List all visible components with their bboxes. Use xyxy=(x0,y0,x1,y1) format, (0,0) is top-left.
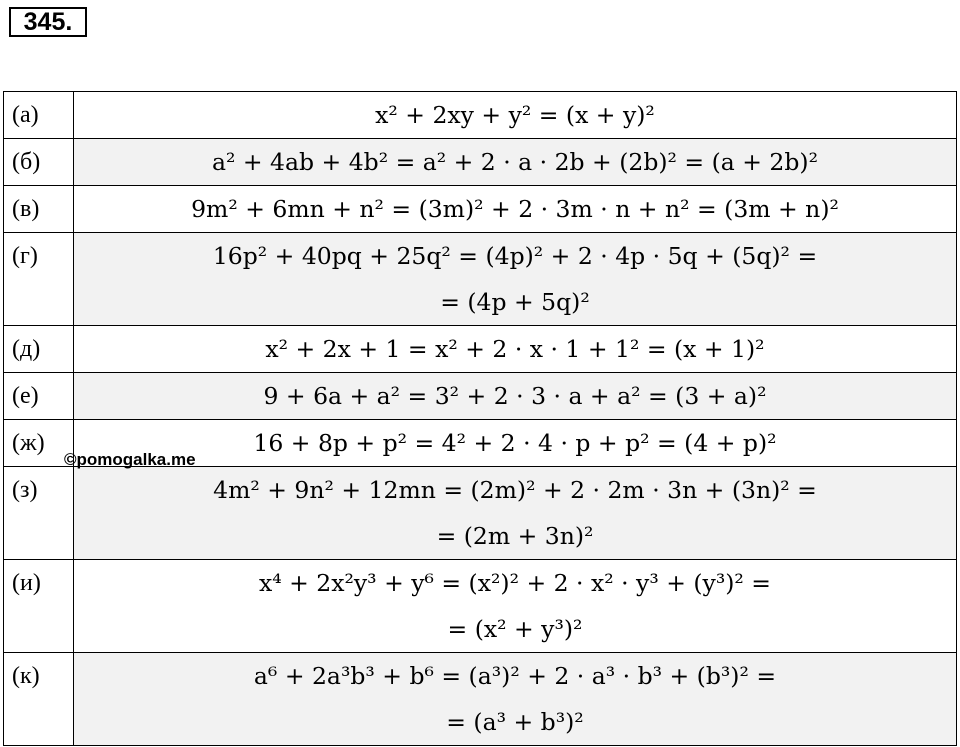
equation-cell xyxy=(74,326,957,373)
table-row xyxy=(4,373,957,420)
equation-cell xyxy=(74,186,957,233)
equation-line: x² + 2x + 1 = x² + 2 · x · 1 + 1² = (x + 1)² xyxy=(265,335,765,363)
equation-line: 16 + 8p + p² = 4² + 2 · 4 · p + p² = (4 + p)² xyxy=(253,429,777,457)
equation-cell xyxy=(74,420,957,467)
row-label: (е) xyxy=(4,373,74,420)
equation-line: a⁶ + 2a³b³ + b⁶ = (a³)² + 2 · a³ · b³ + (b³)² = xyxy=(253,662,777,690)
equation-cell xyxy=(74,233,957,326)
row-label: (а) xyxy=(4,92,74,139)
table-row xyxy=(4,560,957,653)
equation-cell xyxy=(74,560,957,653)
equation-line: 9m² + 6mn + n² = (3m)² + 2 · 3m · n + n² = (3m + n)² xyxy=(191,195,839,223)
table-row xyxy=(4,467,957,560)
equation-line: 16p² + 40pq + 25q² = (4p)² + 2 · 4p · 5q + (5q)² = xyxy=(212,242,818,270)
equation-line: = (2m + 3n)² xyxy=(436,522,594,550)
solution-table xyxy=(3,91,957,746)
watermark: ©pomogalka.me xyxy=(64,450,196,469)
table-row xyxy=(4,186,957,233)
row-label: (г) xyxy=(4,233,74,326)
equation-line: = (a³ + b³)² xyxy=(446,708,584,736)
equation-line: x² + 2xy + y² = (x + y)² xyxy=(375,101,655,129)
equation-cell xyxy=(74,139,957,186)
row-label: (д) xyxy=(4,326,74,373)
row-label: (б) xyxy=(4,139,74,186)
table-row xyxy=(4,139,957,186)
equation-cell xyxy=(74,373,957,420)
equation-line: = (4p + 5q)² xyxy=(440,288,590,316)
equation-line: a² + 4ab + 4b² = a² + 2 · a · 2b + (2b)² = (a + 2b)² xyxy=(212,148,818,176)
table-row xyxy=(4,92,957,139)
row-label: (и) xyxy=(4,560,74,653)
equation-line: = (x² + y³)² xyxy=(447,615,583,643)
row-label: (к) xyxy=(4,653,74,746)
problem-number: 345. xyxy=(9,7,87,37)
row-label: (з) xyxy=(4,467,74,560)
equation-cell xyxy=(74,467,957,560)
table-row xyxy=(4,326,957,373)
table-row xyxy=(4,233,957,326)
equation-cell xyxy=(74,92,957,139)
row-label: (в) xyxy=(4,186,74,233)
row-label: (ж) xyxy=(4,420,74,467)
table-row xyxy=(4,653,957,746)
equation-cell xyxy=(74,653,957,746)
equation-line: x⁴ + 2x²y³ + y⁶ = (x²)² + 2 · x² · y³ + (y³)² = xyxy=(258,569,772,597)
equation-line: 9 + 6a + a² = 3² + 2 · 3 · a + a² = (3 + a)² xyxy=(263,382,767,410)
equation-line: 4m² + 9n² + 12mn = (2m)² + 2 · 2m · 3n + (3n)² = xyxy=(213,476,817,504)
